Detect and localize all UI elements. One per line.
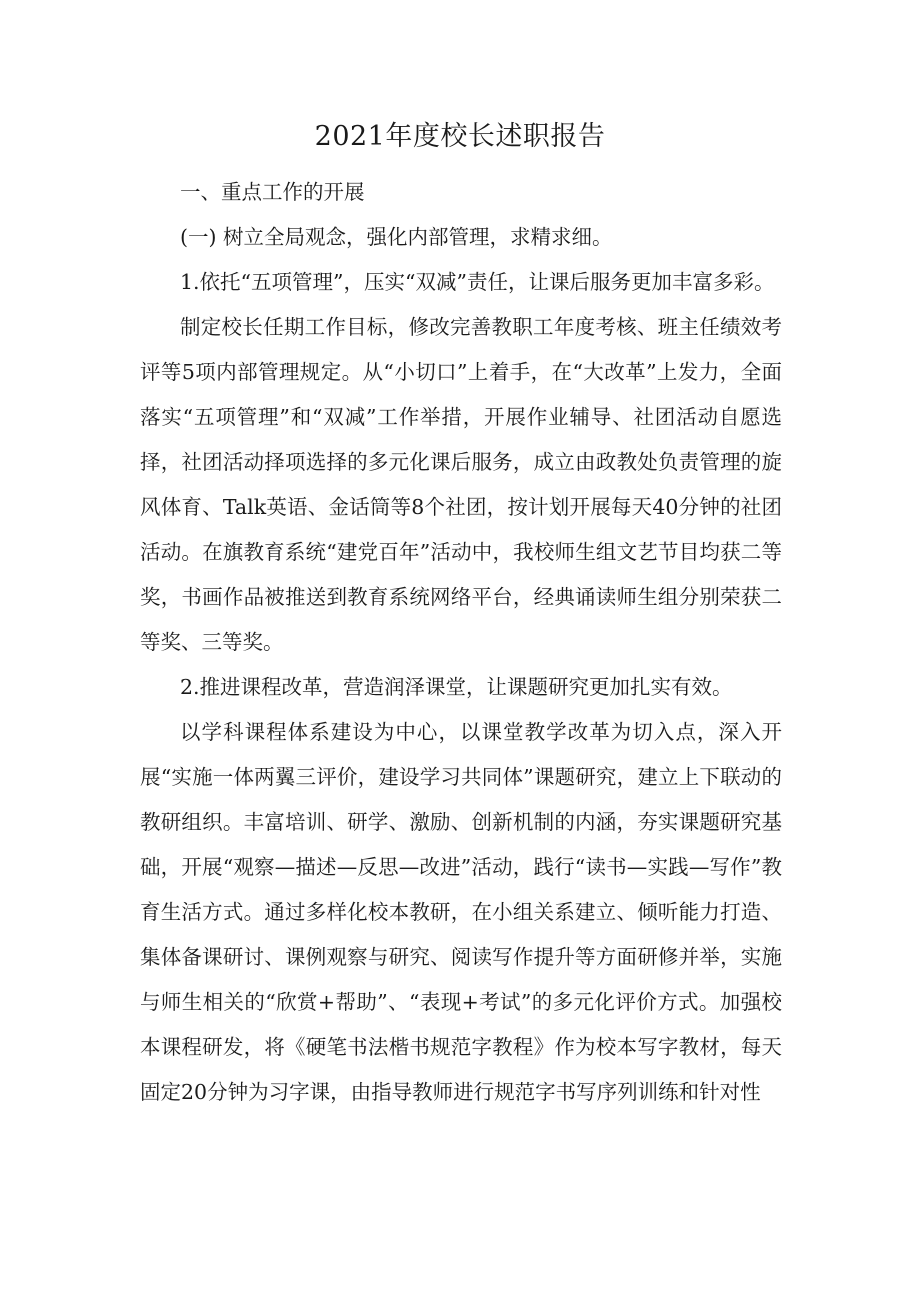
section-heading: 一、重点工作的开展 — [180, 180, 365, 204]
item-heading-1: 1.依托“五项管理”，压实“双减”责任，让课后服务更加丰富多彩。 — [180, 270, 775, 294]
item-body-2: 以学科课程体系建设为中心，以课堂教学改革为切入点，深入开展“实施一体两翼三评价，建设学习共同体”课题研究，建立上下联动的教研组织。丰富培训、研学、激励、创新机制的内涵，夯实课题研究基础，开展“观察—描述—反思—改进”活动，践行“读书—实践—写作”教育生活方式。通过多样化校本教研，在小组关系建立、倾听能力打造、集体备课研讨、课例观察与研究、阅读写作提升等方面研修并举，实施与师生相关的“欣赏+帮助”、“表现+考试”的多元化评价方式。加强校本课程研发，将《硬笔书法楷书规范字教程》作为校本写字教材，每天固定20分钟为习字课，由指导教师进行规范字书写序列训练和针对性 — [140, 720, 782, 1104]
item-heading-2: 2.推进课程改革，营造润泽课堂，让课题研究更加扎实有效。 — [180, 675, 733, 699]
document-title: 2021年度校长述职报告 — [314, 121, 606, 152]
item-body-1: 制定校长任期工作目标，修改完善教职工年度考核、班主任绩效考评等5项内部管理规定。从“小切口”上着手，在“大改革”上发力，全面落实“五项管理”和“双减”工作举措，开展作业辅导、社团活动自愿选择，社团活动择项选择的多元化课后服务，成立由政教处负责管理的旋风体育、Talk英语、金话筒等8个社团，按计划开展每天40分钟的社团活动。在旗教育系统“建党百年”活动中，我校师生组文艺节目均获二等奖，书画作品被推送到教育系统网络平台，经典诵读师生组分别荣获二等奖、三等奖。 — [140, 315, 782, 654]
document-body — [140, 170, 782, 1115]
subsection-heading: (一) 树立全局观念，强化内部管理，求精求细。 — [180, 225, 613, 249]
